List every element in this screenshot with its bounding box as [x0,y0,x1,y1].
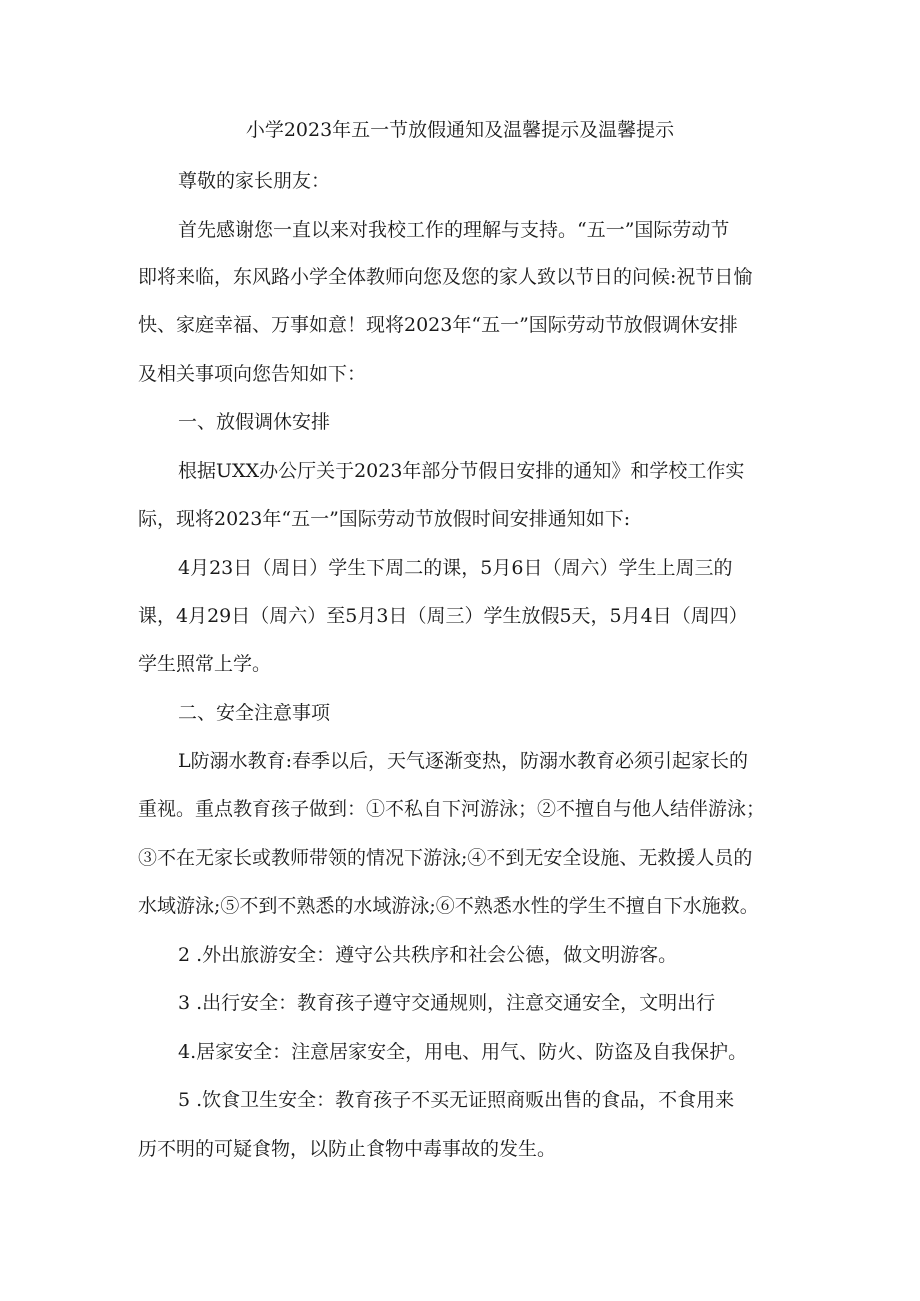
section2-heading: 二、安全注意事项 [178,702,331,724]
section1-para2-line-1: 4月23日（周日）学生下周二的课，5月6日（周六）学生上周三的 [178,557,733,579]
intro-line-4: 及相关事项向您告知如下： [138,363,367,385]
section2-item3: 3 .出行安全：教育孩子遵守交通规则，注意交通安全，文明出行 [178,992,716,1014]
section2-item5-line-2: 历不明的可疑食物，以防止食物中毒事故的发生。 [138,1138,557,1160]
section2-item4: 4.居家安全：注意居家安全，用电、用气、防火、防盗及自我保护。 [178,1041,748,1063]
greeting: 尊敬的家长朋友： [178,170,331,192]
section1-para1-line-2: 际，现将2023年“五一”国际劳动节放假时间安排通知如下: [138,508,631,530]
section1-para2-line-2: 课，4月29日（周六）至5月3日（周三）学生放假5天，5月4日（周四） [138,605,748,627]
section2-item1-line-1: L防溺水教育:春季以后，天气逐渐变热，防溺水教育必须引起家长的 [178,750,749,772]
section2-item1-line-2: 重视。重点教育孩子做到：①不私自下河游泳；②不擅自与他人结伴游泳； [138,798,766,820]
section1-para1-line-1: 根据UXX办公厅关于2023年部分节假日安排的通知》和学校工作实 [178,460,745,482]
section2-item1-line-4: 水域游泳;⑤不到不熟悉的水域游泳;⑥不熟悉水性的学生不擅自下水施救。 [138,895,759,917]
intro-line-1: 首先感谢您一直以来对我校工作的理解与支持。“五一”国际劳动节 [178,219,730,241]
intro-line-3: 快、家庭幸福、万事如意！现将2023年“五一”国际劳动节放假调休安排 [138,314,738,336]
section1-para2-line-3: 学生照常上学。 [138,653,272,675]
section1-heading: 一、放假调休安排 [178,411,331,433]
section2-item5-line-1: 5 .饮食卫生安全：教育孩子不买无证照商贩出售的食品，不食用来 [178,1089,735,1111]
section2-item2: 2 .外出旅游安全：遵守公共秩序和社会公德，做文明游客。 [178,944,678,966]
document-title: 小学2023年五一节放假通知及温馨提示及温馨提示 [245,119,675,141]
intro-line-2: 即将来临，东风路小学全体教师向您及您的家人致以节日的问候:祝节日愉 [138,266,753,288]
section2-item1-line-3: ③不在无家长或教师带领的情况下游泳;④不到无安全设施、无救援人员的 [138,847,753,869]
